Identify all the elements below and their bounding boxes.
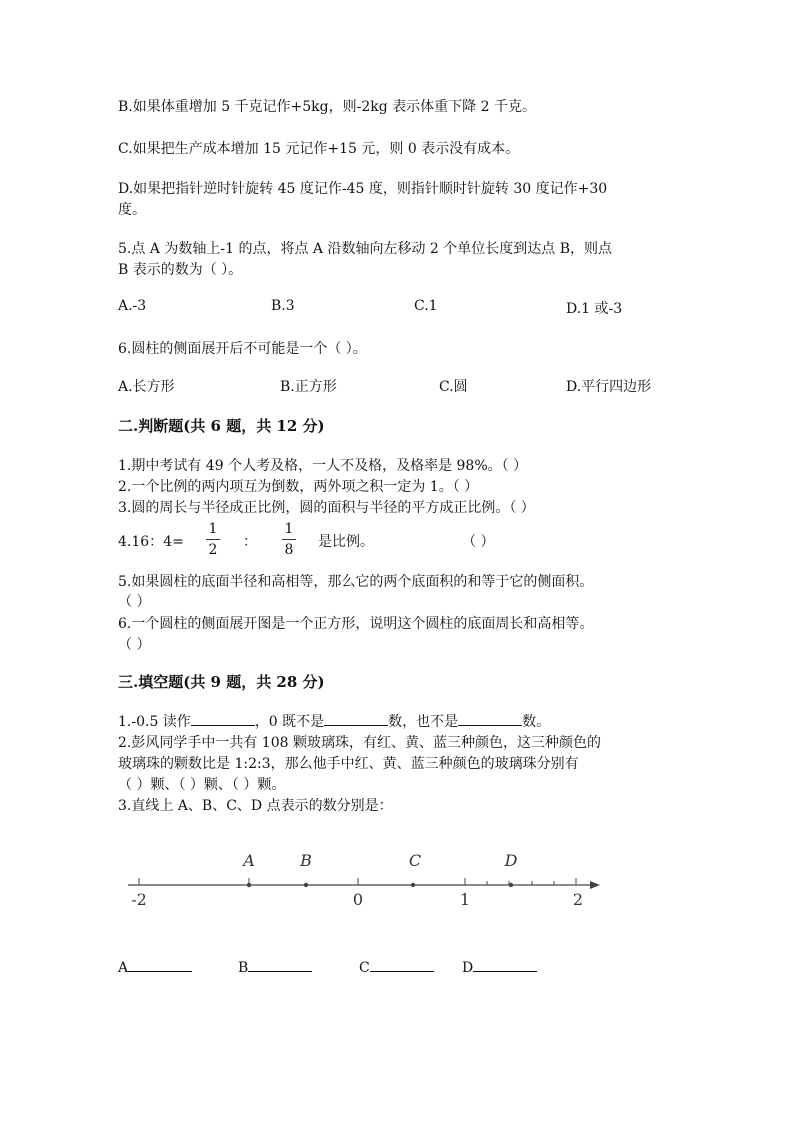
q6-text: 6.圆柱的侧面展开后不可能是一个（ ）。 [118, 341, 367, 357]
tick-label-1: 1 [459, 890, 471, 909]
answer-a [118, 957, 192, 976]
q4-option-c: C.如果把生产成本增加 15 元记作+15 元，则 0 表示没有成本。 [118, 141, 520, 157]
number-line-arrow [590, 881, 600, 889]
fill-q2-line2: 玻璃珠的颗数比是 1:2:3，那么他手中红、黄、蓝三种颜色的玻璃珠分别有 [118, 756, 579, 772]
fill-q1-blank-3[interactable] [458, 711, 522, 726]
answer-d-blank[interactable] [473, 957, 537, 972]
tf-q6-line2: （ ） [118, 637, 151, 653]
fill-q1 [118, 711, 550, 731]
answer-b-blank[interactable] [248, 957, 312, 972]
q4-option-d-line1: D.如果把指针逆时针旋转 45 度记作-45 度，则指针顺时针旋转 30 度记作+30 [118, 181, 608, 197]
fill-q1-blank-2[interactable] [324, 711, 388, 726]
point-label-d: D [504, 851, 518, 870]
q6-option-d: D.平行四边形 [566, 379, 652, 395]
tf-q6-line1: 6.一个圆柱的侧面展开图是一个正方形，说明这个圆柱的底面周长和高相等。 [118, 616, 594, 632]
section2-heading: 二.判断题(共 6 题，共 12 分) [118, 417, 325, 435]
tick-label-2: 2 [572, 890, 584, 909]
fraction-numerator: 1 [208, 521, 218, 537]
section3-heading: 三.填空题(共 9 题，共 28 分) [118, 673, 325, 691]
fraction-bar [282, 539, 296, 540]
point-label-a: A [243, 851, 255, 870]
point-a-dot [247, 883, 251, 887]
tf-q5-line2: （ ） [118, 594, 151, 610]
fill-q2-line1: 2.彭风同学手中一共有 108 颗玻璃珠，有红、黄、蓝三种颜色，这三种颜色的 [118, 735, 601, 751]
fill-q1-part-a: 1.-0.5 读作 [118, 714, 191, 730]
point-c-dot [411, 883, 415, 887]
tick-label-neg2: -2 [131, 890, 147, 909]
q5-text-line1: 5.点 A 为数轴上-1 的点，将点 A 沿数轴向左移动 2 个单位长度到达点 B，则点 [118, 241, 613, 257]
fraction-denominator: 8 [284, 542, 294, 558]
fraction-numerator: 1 [284, 521, 294, 537]
fill-q1-part-b: ，0 既不是 [254, 714, 325, 730]
answer-a-label: A [118, 960, 129, 976]
q6-option-c: C.圆 [439, 379, 468, 395]
number-line-figure [118, 840, 618, 915]
tf-q4-fraction-2 [279, 521, 299, 558]
q5-option-d: D.1 或-3 [566, 301, 623, 317]
tf-q2: 2.一个比例的两内项互为倒数，两外项之积一定为 1。（ ） [118, 479, 479, 495]
answer-b-label: B [238, 960, 249, 976]
tf-q4-fraction-1 [203, 521, 223, 558]
tf-q1: 1.期中考试有 49 个人考及格，一人不及格，及格率是 98%。（ ） [118, 458, 528, 474]
q6-option-a: A.长方形 [118, 379, 175, 395]
fill-q1-part-c: 数，也不是 [388, 714, 459, 730]
answer-d-label: D [462, 960, 474, 976]
q5-text-line2: B 表示的数为（ ）。 [118, 262, 243, 278]
q5-option-b: B.3 [271, 298, 295, 314]
point-label-b: B [300, 851, 312, 870]
fill-q1-part-d: 数。 [522, 714, 551, 730]
fill-q3: 3.直线上 A、B、C、D 点表示的数分别是： [118, 798, 393, 814]
answer-c-blank[interactable] [370, 957, 434, 972]
tf-q5-line1: 5.如果圆柱的底面半径和高相等，那么它的两个底面积的和等于它的侧面积。 [118, 574, 594, 590]
answer-a-blank[interactable] [128, 957, 192, 972]
tf-q3: 3.圆的周长与半径成正比例，圆的面积与半径的平方成正比例。（ ） [118, 500, 535, 516]
tick-label-0: 0 [352, 890, 364, 909]
tf-q4-colon: ： [243, 534, 257, 550]
answer-c [359, 957, 434, 976]
fill-q2-line3: （ ）颗、（ ）颗、（ ）颗。 [118, 777, 286, 793]
tf-q4-suffix: 是比例。 [318, 534, 374, 550]
q6-option-b: B.正方形 [280, 379, 337, 395]
fraction-bar [206, 539, 220, 540]
tf-q4-paren: （ ） [462, 534, 495, 550]
q4-option-b: B.如果体重增加 5 千克记作+5kg，则-2kg 表示体重下降 2 千克。 [118, 99, 536, 115]
fraction-denominator: 2 [208, 542, 218, 558]
point-label-c: C [408, 851, 422, 870]
fill-q1-blank-1[interactable] [191, 711, 255, 726]
q5-option-a: A.-3 [118, 298, 147, 314]
tf-q4-prefix: 4.16：4= [118, 534, 184, 550]
point-b-dot [304, 883, 308, 887]
answer-b [238, 957, 312, 976]
answer-c-label: C [359, 960, 370, 976]
answer-d [462, 957, 537, 976]
q5-option-c: C.1 [414, 298, 438, 314]
point-d-dot [509, 883, 513, 887]
q4-option-d-line2: 度。 [118, 202, 146, 218]
